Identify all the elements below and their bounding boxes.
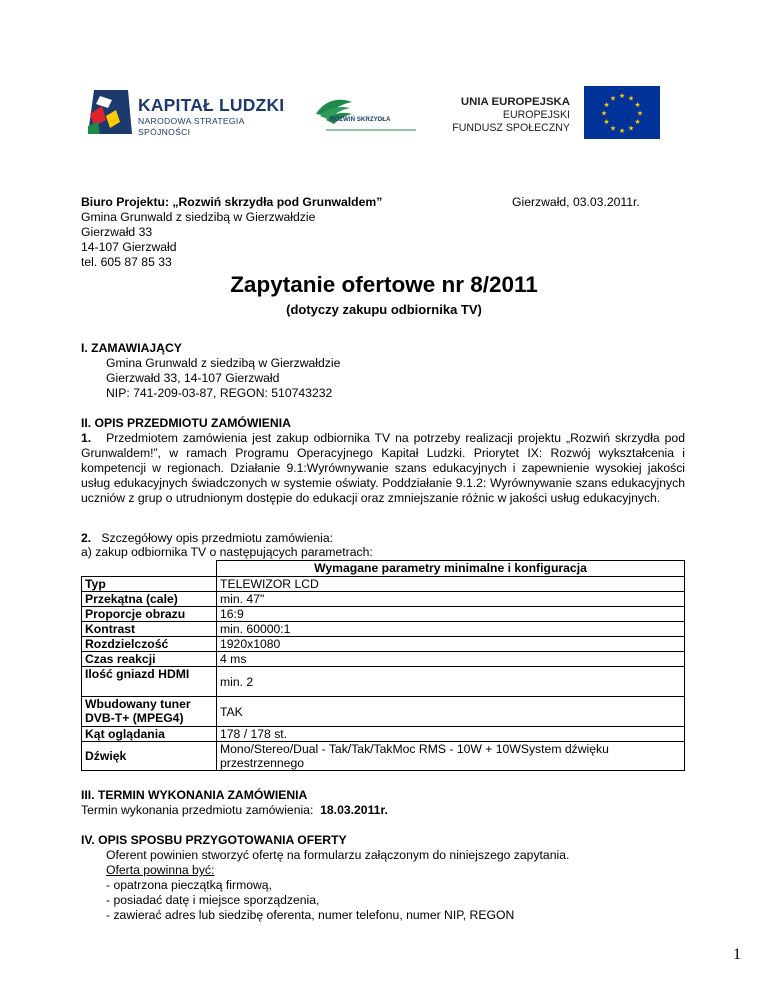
svg-text:★: ★ xyxy=(600,109,608,118)
offer-requirements-label: Oferta powinna być: xyxy=(106,863,215,877)
param-label: Wbudowany tuner DVB-T+ (MPEG4) xyxy=(82,697,217,727)
section2-heading: II. OPIS PRZEDMIOTU ZAMÓWIENIA xyxy=(81,416,291,430)
section2-paragraph1 xyxy=(81,431,685,506)
svg-text:★: ★ xyxy=(609,124,617,133)
office-line: 14-107 Gierzwałd xyxy=(81,240,177,254)
table-row xyxy=(82,637,685,652)
kapital-ludzki-subtext: NARODOWA STRATEGIA SPÓJNOŚCI xyxy=(138,116,245,137)
svg-text:★: ★ xyxy=(603,118,610,126)
param-value: 1920x1080 xyxy=(217,637,685,652)
section3-heading: III. TERMIN WYKONANIA ZAMÓWIENIA xyxy=(81,788,308,802)
table-row xyxy=(82,592,685,607)
param-label: Rozdzielczość xyxy=(82,637,217,652)
section4-text: Oferent powinien stworzyć ofertę na formularzu załączonym do niniejszego zapytania. xyxy=(106,848,570,862)
office-title: Biuro Projektu: „Rozwiń skrzydła pod Grunwaldem” xyxy=(81,195,383,209)
table-header-empty xyxy=(82,561,217,577)
eu-flag-icon xyxy=(584,86,660,139)
kapital-ludzki-text: KAPITAŁ LUDZKI xyxy=(138,95,285,115)
svg-text:★: ★ xyxy=(618,127,626,135)
param-label: Ilość gniazd HDMI xyxy=(82,667,217,697)
param-value: min. 2 xyxy=(217,667,685,697)
section4-underline xyxy=(106,863,569,878)
tv-parameters-table xyxy=(81,560,685,771)
param-value: 16:9 xyxy=(217,607,685,622)
table-row xyxy=(82,697,685,727)
svg-text:★: ★ xyxy=(609,94,617,103)
section1-body xyxy=(106,356,340,401)
param-label: Kontrast xyxy=(82,622,217,637)
deadline-date: 18.03.2011r. xyxy=(320,803,388,817)
param-value: 4 ms xyxy=(217,652,685,667)
ue-line3: FUNDUSZ SPOŁECZNY xyxy=(452,122,570,134)
requirement-item: - posiadać datę i miejsce sporządzenia, xyxy=(106,893,320,907)
param-label: Kąt oglądania xyxy=(82,727,217,742)
deadline-text: Termin wykonania przedmiotu zamówienia: xyxy=(81,803,314,817)
office-line: tel. 605 87 85 33 xyxy=(81,255,172,269)
section1-line: Gmina Grunwald z siedzibą w Gierzwałdzie xyxy=(106,356,341,370)
param-label: Dźwięk xyxy=(82,742,217,771)
section2-paragraph2 xyxy=(81,531,333,546)
project-office-address xyxy=(81,195,382,270)
office-line: Gierzwałd 33 xyxy=(81,225,153,239)
table-row xyxy=(82,652,685,667)
param-label: Czas reakcji xyxy=(82,652,217,667)
section4-body xyxy=(106,848,569,923)
rozwin-skrzydla-text: ROZWIŃ SKRZYDŁA xyxy=(330,116,391,123)
page-number: 1 xyxy=(733,946,741,963)
paragraph2-number: 2. xyxy=(81,531,92,545)
table-header: Wymagane parametry minimalne i konfiguracja xyxy=(217,561,685,577)
param-value: min. 60000:1 xyxy=(217,622,685,637)
param-value: Mono/Stereo/Dual - Tak/Tak/TakMoc RMS - 10W + 10WSystem dźwięku przestrzennego xyxy=(217,742,685,771)
table-header-row xyxy=(82,561,685,577)
rozwin-skrzydla-logo xyxy=(312,96,418,136)
paragraph1-text: Przedmiotem zamówienia jest zakup odbiornika TV na potrzeby realizacji projektu „Rozwiń skrzydła pod Grunwaldem!”, w ramach Programu Operacyjnego Kapitał Ludzki. Priorytet IX: Rozwój wykształcenia i kompetencji w regionach. Działanie 9.1:Wyrównywanie szans edukacyjnych i zapewnienie wysokiej jakości usług edukacyjnych świadczonych w systemie oświaty. Poddziałanie 9.1.2: Wyrównywanie szans edukacyjnych uczniów z grup o utrudnionym dostępie do edukacji oraz zmniejszanie różnic w jakości usług edukacyjnych. xyxy=(81,431,685,505)
document-subtitle: (dotyczy zakupu odbiornika TV) xyxy=(286,302,482,317)
section1-line: NIP: 741-209-03-87, REGON: 510743232 xyxy=(106,386,333,400)
svg-text:★: ★ xyxy=(627,94,635,103)
section4-heading: IV. OPIS SPOSBU PRZYGOTOWANIA OFERTY xyxy=(81,833,347,847)
table-row xyxy=(82,622,685,637)
requirement-item: - opatrzona pieczątką firmową, xyxy=(106,878,272,892)
param-label: Proporcje obrazu xyxy=(82,607,217,622)
section1-heading: I. ZAMAWIAJĄCY xyxy=(81,341,182,355)
param-value: TAK xyxy=(217,697,685,727)
ue-text-logo xyxy=(440,95,570,135)
param-label: Typ xyxy=(82,577,217,592)
svg-text:★: ★ xyxy=(627,124,635,133)
table-row xyxy=(82,742,685,771)
paragraph2-subpoint: a) zakup odbiornika TV o następujących parametrach: xyxy=(81,545,373,559)
document-date: Gierzwałd, 03.03.2011r. xyxy=(512,195,640,209)
param-value: TELEWIZOR LCD xyxy=(217,577,685,592)
section1-line: Gierzwałd 33, 14-107 Gierzwałd xyxy=(106,371,280,385)
requirement-item: - zawierać adres lub siedzibę oferenta, numer telefonu, numer NIP, REGON xyxy=(106,908,515,922)
paragraph1-number: 1. xyxy=(81,431,92,445)
ue-line1: UNIA EUROPEJSKA xyxy=(460,96,570,108)
paragraph2-text: Szczegółowy opis przedmiotu zamówienia: xyxy=(101,531,334,545)
kapital-ludzki-logo xyxy=(86,86,296,138)
office-line: Gmina Grunwald z siedzibą w Gierzwałdzie xyxy=(81,210,316,224)
table-row xyxy=(82,607,685,622)
svg-text:★: ★ xyxy=(636,109,644,118)
param-label: Przekątna (cale) xyxy=(82,592,217,607)
document-title: Zapytanie ofertowe nr 8/2011 xyxy=(230,272,538,297)
svg-text:★: ★ xyxy=(634,101,641,109)
svg-text:★: ★ xyxy=(603,101,610,109)
kapital-ludzki-emblem-icon xyxy=(86,86,136,138)
section3-body xyxy=(81,803,388,818)
table-row xyxy=(82,667,685,697)
svg-text:★: ★ xyxy=(618,92,626,100)
param-value: 178 / 178 st. xyxy=(217,727,685,742)
param-value: min. 47" xyxy=(217,592,685,607)
svg-text:★: ★ xyxy=(634,118,641,126)
table-row xyxy=(82,727,685,742)
table-row xyxy=(82,577,685,592)
ue-line2: EUROPEJSKI xyxy=(502,109,570,121)
